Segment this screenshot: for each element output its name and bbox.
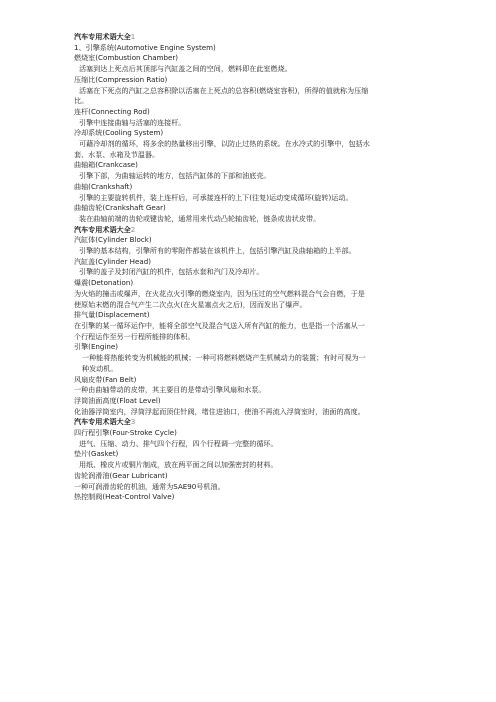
term-definition: 活塞在下死点的汽缸之总容积除以活塞在上死点的总容积(燃烧室容积)，所得的值就称为压缩 — [79, 85, 369, 95]
section-heading: 汽车专用术语大全1 — [74, 32, 136, 41]
term-definition: 装在曲轴前端的齿轮或键齿轮，通常用来代动凸轮轴齿轮，链条或齿状皮带。 — [79, 213, 321, 223]
section-number: 1 — [130, 32, 136, 41]
term-title: 浮筒油面高度(Float Level) — [74, 395, 161, 405]
term-definition: 活塞到达上死点后其顶部与汽缸盖之间的空间，燃料即在此室燃烧。 — [79, 64, 292, 74]
term-definition: 一种可润滑齿轮的机油，通常为SAE90号机油。 — [74, 481, 225, 491]
term-title: 连杆(Connecting Rod) — [74, 106, 150, 116]
term-definition: 套、水泵、水箱及节温器。 — [74, 149, 160, 159]
term-title: 曲轴(Crankshaft) — [74, 181, 133, 191]
term-definition: 可藉冷却剂的循环，将多余的热量移出引擎，以防止过热的系统。在水冷式的引擎中，包括水 — [79, 139, 370, 149]
term-definition: 引擎的基本结构，引擎所有的零附件都装在该机件上，包括引擎汽缸及曲轴箱的上半部。 — [79, 246, 356, 256]
section-3 — [74, 417, 426, 503]
term-title: 汽缸盖(Cylinder Head) — [74, 256, 151, 266]
term-definition: 引擎的主要旋转机件，装上连杆后，可承接连杆的上下(往复)运动变成循环(旋转)运动。 — [79, 192, 353, 202]
section-number: 3 — [130, 417, 136, 427]
term-title: 排气量(Displacement) — [74, 310, 150, 320]
section-heading: 汽车专用术语大全3 — [74, 417, 136, 427]
term-title: 燃烧室(Combustion Chamber) — [74, 53, 179, 63]
term-definition: 使原始末燃的混合气产生二次点火(在火星塞点火之后)，因而发出了爆声。 — [74, 299, 307, 309]
term-definition: 引擎的盖子及封闭汽缸的机件，包括水套和汽门及冷却片。 — [79, 267, 264, 277]
term-definition: 化油器浮筒室内，浮筒浮起而顶住针阀，堵住进油口，使油不再流入浮筒室时，油面的高度。 — [74, 406, 365, 416]
term-title: 热控制阀(Heat-Control Valve) — [74, 492, 175, 502]
term-title: 齿轮润滑油(Gear Lubricant) — [74, 470, 168, 480]
term-title: 风扇皮带(Fan Belt) — [74, 374, 137, 384]
section-2 — [74, 225, 426, 418]
term-definition: 比。 — [74, 96, 89, 106]
term-definition: 为火焰的撞击或爆声，在火花点火引擎的燃烧室内，因为压过的空气燃料混合气会自燃，于是 — [74, 288, 365, 298]
term-title: 压缩比(Compression Ratio) — [74, 74, 168, 84]
term-title: 垫片(Gasket) — [74, 449, 119, 459]
subheading: 1、引擎系统(Automotive Engine System) — [74, 42, 216, 52]
term-title: 汽缸体(Cylinder Block) — [74, 235, 152, 245]
term-definition: 用纸、橡皮片或铜片制成，放在两平面之间以加强密封的材料。 — [79, 460, 278, 470]
term-definition: 个行程运作至另一行程所能排的体积。 — [74, 331, 195, 341]
term-definition: 引擎中连接曲轴与活塞的连接杆。 — [79, 117, 186, 127]
term-title: 冷却系统(Cooling System) — [74, 128, 164, 138]
term-definition: 引擎下部，为曲轴运转的地方，包括汽缸体的下部和油底壳。 — [79, 171, 271, 181]
term-definition: 一种由曲轴带动的皮带，其主要目的是带动引擎风扇和水泵。 — [74, 385, 266, 395]
section-1 — [74, 32, 426, 225]
document-page — [74, 32, 426, 503]
term-title: 曲轴箱(Crankcase) — [74, 160, 138, 170]
term-definition: 在引擎的某一循环运作中，能将全部空气及混合气送入所有汽缸的能力，也是指一个活塞从一 — [74, 320, 365, 330]
term-definition: 种发动机。 — [82, 363, 118, 373]
term-title: 引擎(Engine) — [74, 342, 119, 352]
term-title: 四行程引擎(Four-Stroke Cycle) — [74, 428, 177, 438]
term-title: 爆震(Detonation) — [74, 278, 134, 288]
section-heading: 汽车专用术语大全2 — [74, 224, 136, 234]
term-title: 曲轴齿轮(Crankshaft Gear) — [74, 203, 166, 213]
section-number: 2 — [130, 224, 136, 234]
term-definition: 一种能将热能转变为机械能的机械；一种可将燃料燃烧产生机械动力的装置；有时可视为一 — [82, 353, 366, 363]
term-definition: 进气、压缩、动力、排气四个行程，四个行程调一完整的循环。 — [79, 438, 278, 448]
